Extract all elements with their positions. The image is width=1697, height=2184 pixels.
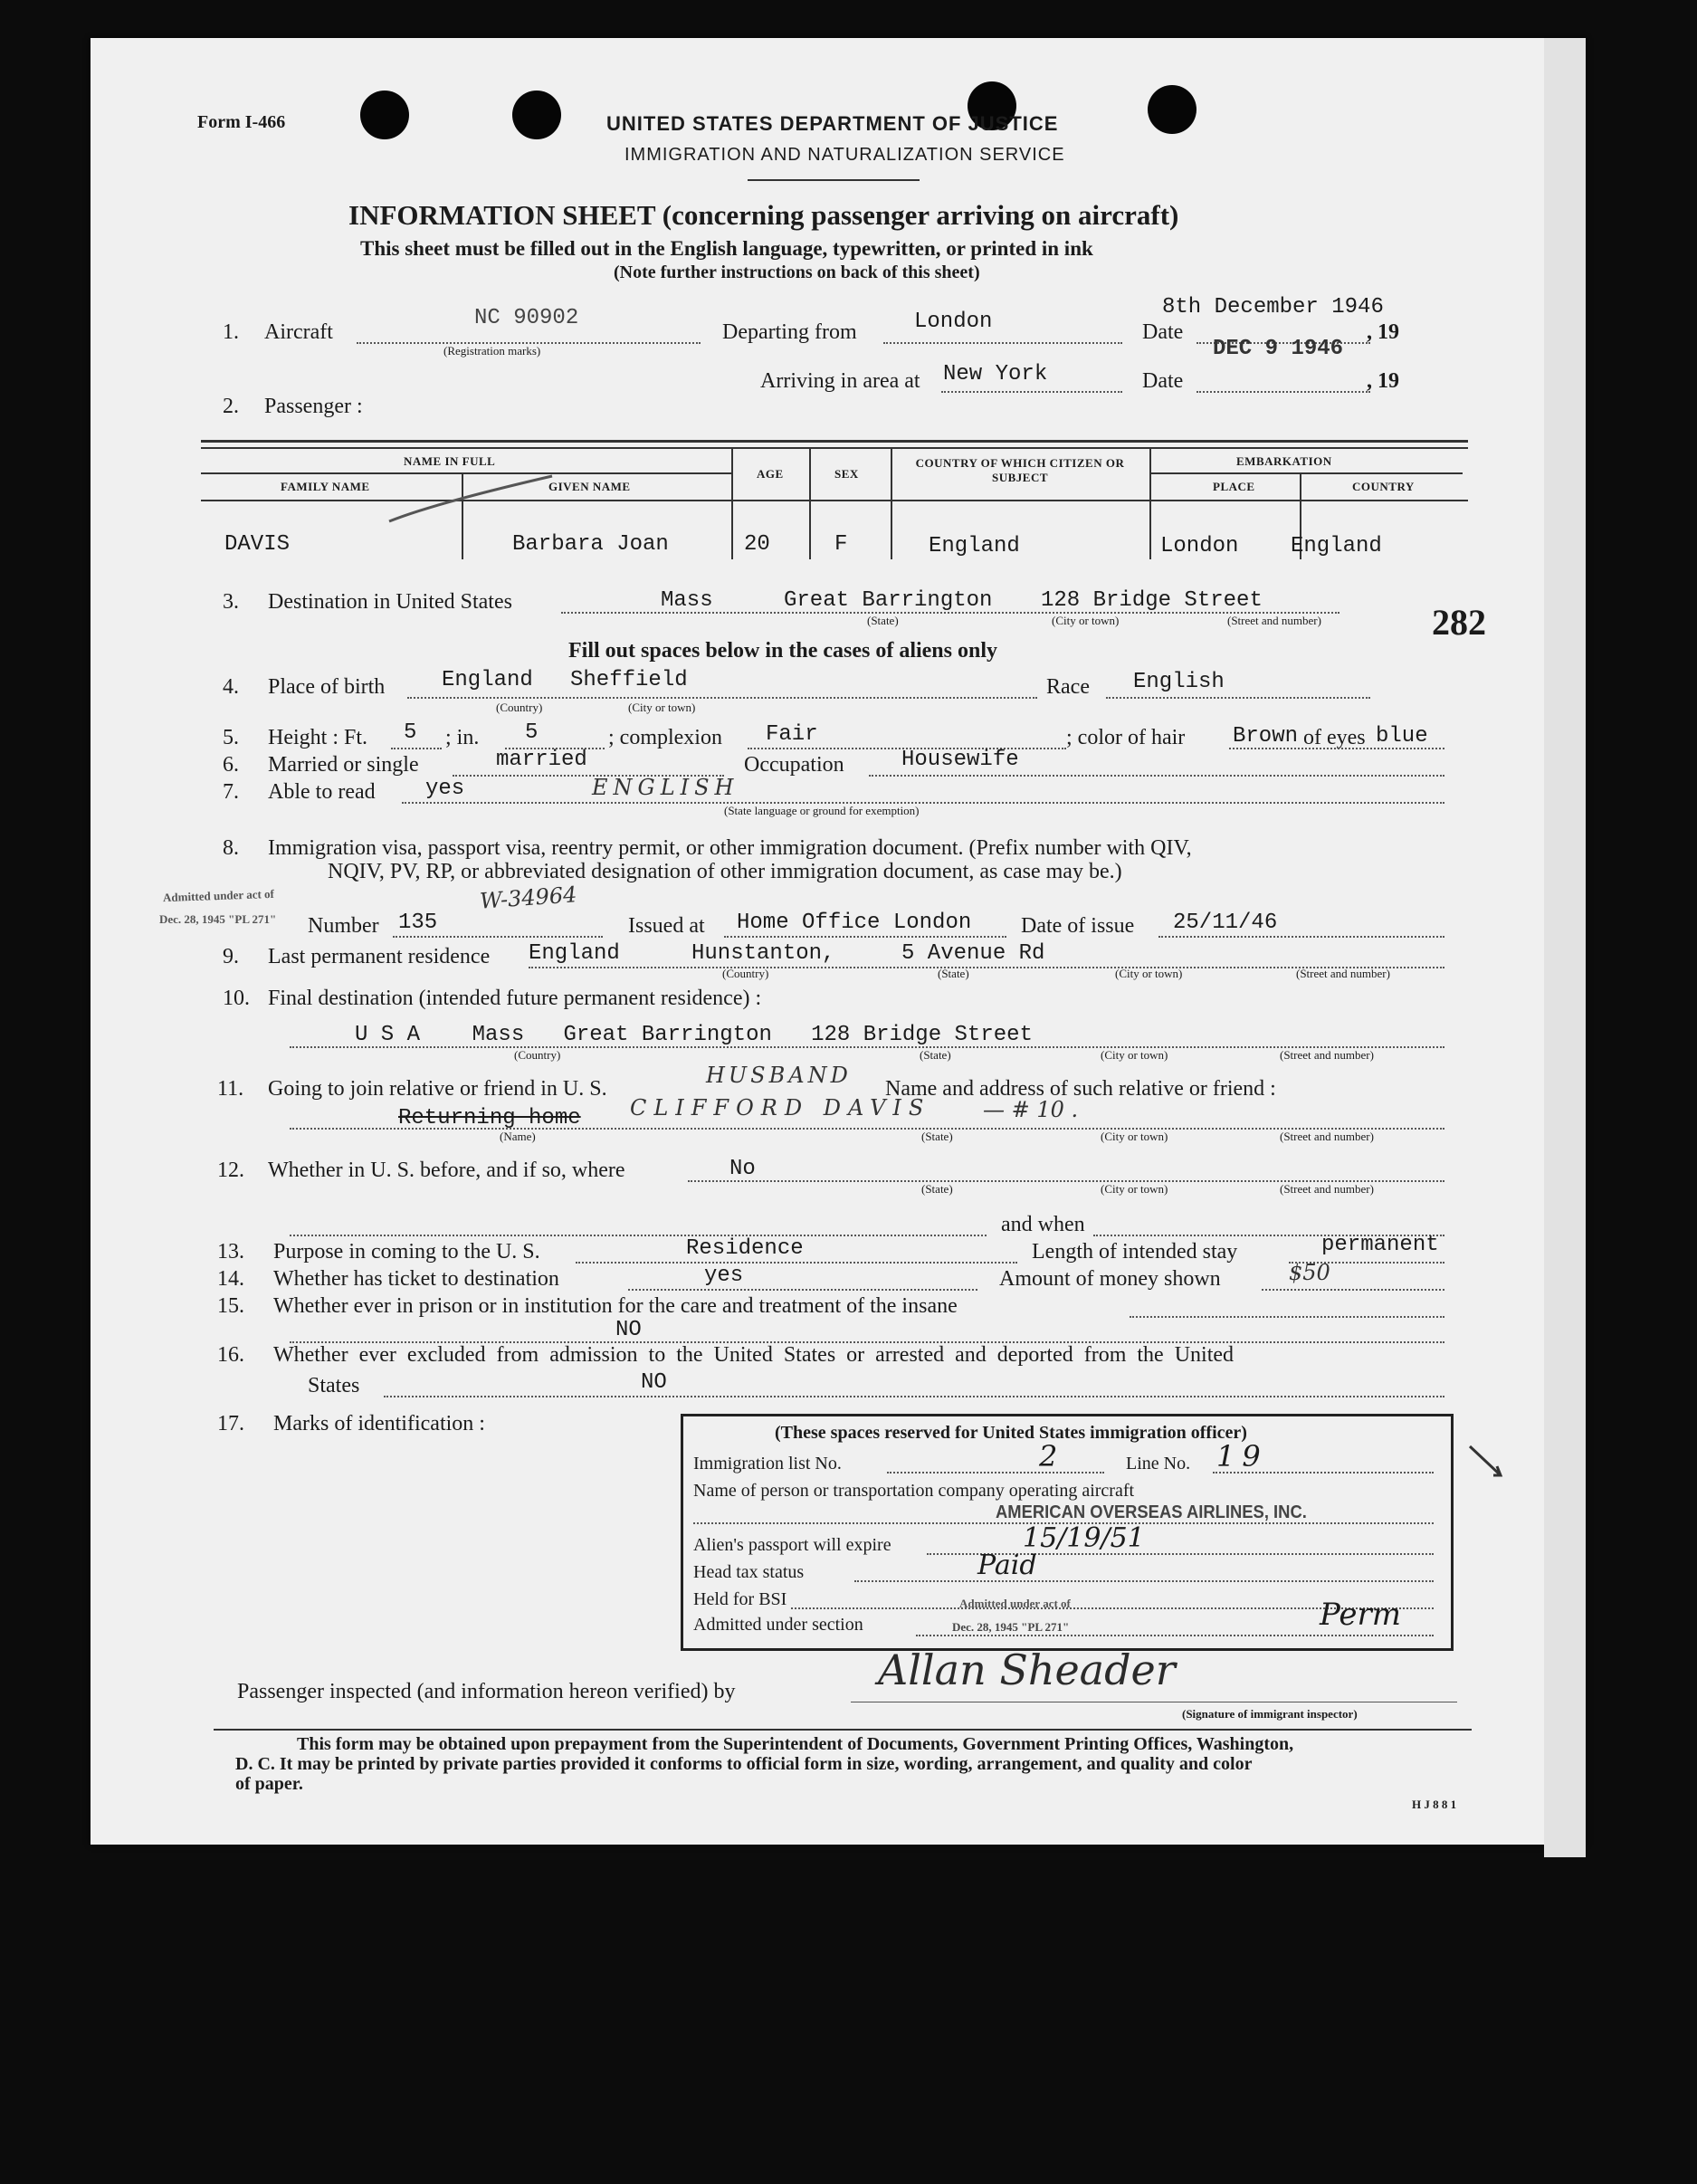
date-label: Date — [1142, 320, 1184, 344]
pen-stroke — [380, 467, 561, 527]
admitted-act-stamp: Admitted under act of — [959, 1597, 1071, 1610]
header-divider — [748, 179, 920, 181]
excluded-line — [384, 1396, 1444, 1397]
bsi-label: Held for BSI — [693, 1589, 787, 1609]
height-inches: 5 — [525, 720, 539, 745]
name-in-full-header: NAME IN FULL — [404, 454, 496, 468]
footer-text-2: D. C. It may be printed by private parties provided it conforms to official form in size, wording, arrangement, and quality and color — [235, 1754, 1253, 1774]
purpose-line — [576, 1262, 1017, 1264]
admission-stamp: Admitted under act of — [162, 886, 275, 905]
embarkation-place-value: London — [1160, 534, 1239, 558]
excluded-label: Whether ever excluded from admission to the United States or arrested and deported from the United — [273, 1343, 1235, 1367]
item-number: 10. — [223, 987, 250, 1010]
height-label: Height : Ft. — [268, 726, 368, 749]
caption-city: (City or town) — [1115, 967, 1183, 980]
excluded-value: NO — [641, 1370, 667, 1395]
issue-date-line — [1158, 936, 1444, 938]
footer-divider — [214, 1729, 1472, 1731]
form-number: Form I-466 — [197, 112, 286, 132]
read-caption: (State language or ground for exemption) — [724, 804, 920, 817]
caption-city: (City or town) — [1101, 1182, 1168, 1196]
caption-state: (State) — [921, 1182, 953, 1196]
visa-instructions-2: NQIV, PV, RP, or abbreviated designation of other immigration document, as case may be.) — [328, 860, 1122, 883]
eyes-label: of eyes — [1303, 726, 1366, 749]
family-name-header: FAMILY NAME — [281, 480, 370, 493]
caption-state: (State) — [867, 614, 899, 627]
given-name-value: Barbara Joan — [512, 532, 669, 557]
item-number: 9. — [223, 945, 239, 968]
aliens-section-header: Fill out spaces below in the cases of aliens only — [568, 639, 998, 663]
inches-label: ; in. — [445, 726, 480, 749]
admitted-value: Perm — [1320, 1597, 1401, 1633]
race-line — [1106, 697, 1370, 699]
admitted-date-stamp: Dec. 28, 1945 "PL 271" — [952, 1620, 1070, 1634]
head-tax-label: Head tax status — [693, 1562, 805, 1582]
passport-expire-value: 15/19/51 — [1023, 1522, 1145, 1554]
caption-city: (City or town) — [628, 701, 696, 714]
head-tax-line — [854, 1580, 1434, 1582]
date-line — [1196, 391, 1370, 393]
residence-country: England — [529, 941, 620, 966]
aircraft-label: Aircraft — [264, 320, 333, 344]
caption-street: (Street and number) — [1296, 967, 1390, 980]
caption-city: (City or town) — [1101, 1130, 1168, 1143]
country-header: COUNTRY — [1352, 480, 1415, 493]
sheet-title: INFORMATION SHEET (concerning passenger arriving on aircraft) — [348, 199, 1179, 231]
marital-label: Married or single — [268, 753, 419, 777]
read-language-handwritten: ENGLISH — [592, 775, 739, 800]
table-col-divider — [891, 449, 892, 559]
departing-value: London — [914, 310, 993, 334]
embarkation-header: EMBARKATION — [1236, 454, 1332, 468]
previous-visit-value: No — [729, 1157, 756, 1181]
handwritten-visa-number: W-34964 — [479, 882, 578, 914]
prison-line — [1130, 1316, 1444, 1318]
arrival-date-stamp: DEC 9 1946 — [1213, 337, 1344, 361]
immigration-list-label: Immigration list No. — [693, 1454, 842, 1473]
item-number: 2. — [223, 395, 239, 418]
department-name: UNITED STATES DEPARTMENT OF JUSTICE — [606, 112, 1059, 135]
destination-label: Destination in United States — [268, 590, 512, 614]
year-suffix: , 19 — [1367, 320, 1399, 344]
when-line — [290, 1235, 987, 1236]
struck-text: Returning home — [398, 1106, 581, 1130]
money-label: Amount of money shown — [999, 1267, 1221, 1291]
item-number: 7. — [223, 780, 239, 804]
caption-state: (State) — [920, 1048, 951, 1062]
passenger-label: Passenger : — [264, 395, 363, 418]
read-value: yes — [425, 777, 465, 801]
caption-country: (Country) — [722, 967, 769, 980]
immigration-list-line — [887, 1472, 1104, 1473]
age-value: 20 — [744, 532, 770, 557]
final-destination-value: U S A Mass Great Barrington 128 Bridge Street — [355, 1023, 1033, 1047]
destination-city: Great Barrington — [784, 588, 993, 613]
officer-box-header: (These spaces reserved for United States immigration officer) — [775, 1423, 1247, 1443]
join-relative-label: Going to join relative or friend in U. S. — [268, 1077, 607, 1101]
sheet-note: (Note further instructions on back of this sheet) — [614, 262, 980, 282]
stay-value: permanent — [1321, 1233, 1439, 1257]
item-number: 1. — [223, 320, 239, 344]
inspection-label: Passenger inspected (and information hereon verified) by — [237, 1680, 736, 1703]
table-col-divider — [809, 449, 811, 559]
purpose-label: Purpose in coming to the U. S. — [273, 1240, 540, 1264]
inspector-signature: Allan Sheader — [878, 1645, 1176, 1694]
head-tax-value: Paid — [977, 1550, 1037, 1581]
when-label: and when — [1001, 1213, 1085, 1236]
caption-street: (Street and number) — [1280, 1182, 1374, 1196]
caption-city: (City or town) — [1052, 614, 1120, 627]
read-label: Able to read — [268, 780, 376, 804]
hair-value: Brown — [1233, 724, 1299, 749]
complexion-label: ; complexion — [608, 726, 722, 749]
height-feet: 5 — [404, 720, 417, 745]
embarkation-country-value: England — [1291, 534, 1382, 558]
occupation-value: Housewife — [901, 748, 1019, 772]
line-no-label: Line No. — [1126, 1454, 1191, 1473]
race-label: Race — [1046, 675, 1090, 699]
company-stamp: AMERICAN OVERSEAS AIRLINES, INC. — [996, 1502, 1307, 1522]
hair-label: ; color of hair — [1066, 726, 1186, 749]
purpose-value: Residence — [686, 1236, 804, 1261]
eyes-value: blue — [1376, 724, 1428, 749]
place-header: PLACE — [1213, 480, 1255, 493]
prison-value: NO — [615, 1318, 642, 1342]
occupation-label: Occupation — [744, 753, 844, 777]
caption-state: (State) — [938, 967, 969, 980]
item-number: 14. — [217, 1267, 244, 1291]
issued-line — [724, 936, 1006, 938]
admitted-section-line — [916, 1635, 1434, 1636]
handwritten-relative-name: CLIFFORD DAVIS — [630, 1095, 931, 1121]
admission-stamp-date: Dec. 28, 1945 "PL 271" — [159, 912, 277, 926]
caption-street: (Street and number) — [1280, 1048, 1374, 1062]
arriving-value: New York — [943, 362, 1048, 386]
residence-label: Last permanent residence — [268, 945, 491, 968]
marital-value: married — [496, 748, 587, 772]
admitted-section-label: Admitted under section — [693, 1615, 863, 1635]
signature-caption: (Signature of immigrant inspector) — [1182, 1707, 1358, 1721]
race-value: English — [1133, 670, 1225, 694]
residence-street: 5 Avenue Rd — [901, 941, 1045, 966]
sheet-subtitle: This sheet must be filled out in the English language, typewritten, or printed in ink — [360, 237, 1093, 260]
registration-caption: (Registration marks) — [443, 344, 541, 358]
arriving-line — [941, 391, 1122, 393]
file-number: 282 — [1432, 602, 1486, 643]
item-number: 15. — [217, 1294, 244, 1318]
excluded-label-2: States — [308, 1374, 360, 1397]
item-number: 6. — [223, 753, 239, 777]
caption-name: (Name) — [500, 1130, 536, 1143]
caption-country: (Country) — [496, 701, 543, 714]
item-number: 3. — [223, 590, 239, 614]
item-number: 4. — [223, 675, 239, 699]
given-name-header: GIVEN NAME — [548, 480, 631, 493]
footer-text-3: of paper. — [235, 1774, 303, 1794]
visa-number: 135 — [398, 911, 438, 935]
occupation-line — [869, 775, 1444, 777]
previous-visit-label: Whether in U. S. before, and if so, where — [268, 1159, 625, 1182]
handwritten-relation: HUSBAND — [706, 1063, 852, 1088]
sex-header: SEX — [834, 467, 859, 481]
sex-value: F — [834, 532, 848, 557]
read-line — [402, 802, 1444, 804]
hair-eyes-line — [1229, 748, 1444, 749]
identification-label: Marks of identification : — [273, 1412, 485, 1435]
tick-mark — [1466, 1443, 1506, 1483]
issue-date-label: Date of issue — [1021, 914, 1135, 938]
paper-edge — [1544, 38, 1586, 1857]
table-col-divider — [731, 449, 733, 559]
item-number: 11. — [217, 1077, 244, 1101]
birthplace-line — [407, 697, 1037, 699]
form-code: H J 8 8 1 — [1412, 1798, 1457, 1811]
punch-hole — [512, 91, 561, 139]
year-suffix: , 19 — [1367, 369, 1399, 393]
birth-country: England — [442, 668, 533, 692]
citizen-header: COUNTRY OF WHICH CITIZEN OR SUBJECT — [915, 456, 1125, 484]
citizen-value: England — [929, 534, 1020, 558]
complexion-value: Fair — [766, 722, 818, 747]
date-label: Date — [1142, 369, 1184, 393]
caption-street: (Street and number) — [1227, 614, 1321, 627]
table-rule — [1151, 472, 1463, 474]
table-top-rule — [201, 440, 1468, 443]
departing-line — [883, 342, 1122, 344]
relative-address-label: Name and address of such relative or friend : — [885, 1077, 1276, 1101]
prison-label: Whether ever in prison or in institution for the care and treatment of the insane — [273, 1294, 958, 1318]
caption-street: (Street and number) — [1280, 1130, 1374, 1143]
birth-city: Sheffield — [570, 668, 688, 692]
item-number: 16. — [217, 1343, 244, 1367]
departing-label: Departing from — [722, 320, 857, 344]
immigration-list-value: 2 — [1039, 1439, 1058, 1473]
line-no-value: 19 — [1216, 1439, 1268, 1473]
number-line — [393, 936, 603, 938]
issue-date-value: 25/11/46 — [1173, 911, 1278, 935]
destination-street: 128 Bridge Street — [1041, 588, 1263, 613]
table-col-divider — [1149, 449, 1151, 559]
service-name: IMMIGRATION AND NATURALIZATION SERVICE — [624, 145, 1065, 165]
ticket-value: yes — [704, 1264, 744, 1288]
birthplace-label: Place of birth — [268, 675, 386, 699]
issued-label: Issued at — [628, 914, 705, 938]
passport-expire-label: Alien's passport will expire — [693, 1535, 891, 1555]
age-header: AGE — [757, 467, 784, 481]
ticket-line — [628, 1289, 977, 1291]
issued-value: Home Office London — [737, 911, 972, 935]
ticket-label: Whether has ticket to destination — [273, 1267, 559, 1291]
final-destination-label: Final destination (intended future permanent residence) : — [268, 987, 762, 1010]
family-name-value: DAVIS — [224, 532, 291, 557]
residence-town: Hunstanton, — [691, 941, 835, 966]
footer-text: This form may be obtained upon prepayment from the Superintendent of Documents, Government Printing Offices, Washington, — [297, 1734, 1294, 1754]
company-label: Name of person or transportation company operating aircraft — [693, 1481, 1135, 1501]
caption-state: (State) — [921, 1130, 953, 1143]
arriving-label: Arriving in area at — [760, 369, 920, 393]
item-number: 8. — [223, 836, 239, 860]
caption-country: (Country) — [514, 1048, 561, 1062]
item-number: 17. — [217, 1412, 244, 1435]
item-number: 13. — [217, 1240, 244, 1264]
caption-city: (City or town) — [1101, 1048, 1168, 1062]
punch-hole — [360, 91, 409, 139]
item-number: 5. — [223, 726, 239, 749]
destination-state: Mass — [661, 588, 713, 613]
departure-date-value: 8th December 1946 — [1162, 295, 1384, 319]
handwritten-reference: — # 10 . — [983, 1097, 1079, 1122]
number-label: Number — [308, 914, 379, 938]
money-line — [1262, 1289, 1444, 1291]
stay-label: Length of intended stay — [1032, 1240, 1238, 1264]
feet-line — [391, 748, 442, 749]
visa-instructions: Immigration visa, passport visa, reentry permit, or other immigration document. (Prefix number with QIV, — [268, 836, 1192, 860]
aircraft-value: NC 90902 — [474, 306, 579, 330]
item-number: 12. — [217, 1159, 244, 1182]
punch-hole — [1148, 85, 1196, 134]
money-value: $50 — [1289, 1260, 1330, 1285]
table-top-rule — [201, 447, 1468, 449]
